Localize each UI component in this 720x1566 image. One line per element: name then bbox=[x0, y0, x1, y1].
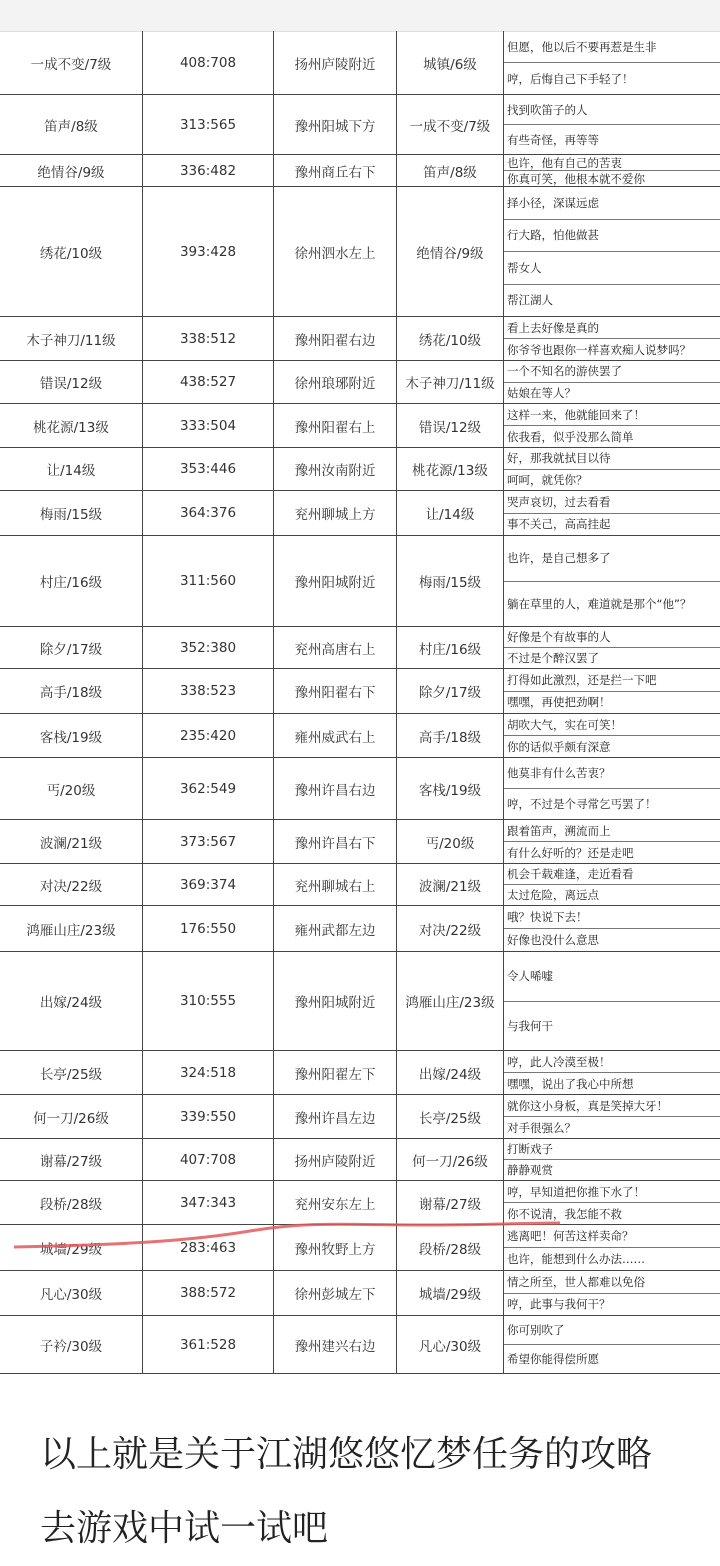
quest-name-cell: 错误/12级 bbox=[0, 361, 143, 403]
table-row bbox=[0, 1271, 720, 1316]
coordinate-cell: 333:504 bbox=[143, 404, 274, 447]
coordinate-cell: 283:463 bbox=[143, 1225, 274, 1270]
dialogue-option: 帮江湖人 bbox=[507, 293, 553, 308]
table-row bbox=[0, 952, 720, 1051]
dialogue-option: 希望你能得偿所愿 bbox=[507, 1352, 599, 1366]
prerequisite-cell: 城镇/6级 bbox=[397, 31, 504, 94]
location-cell: 雍州武都左边 bbox=[274, 906, 397, 951]
dialogue-option: 哭声哀切，过去看看 bbox=[504, 491, 720, 514]
dialogue-option: 机会千载难逢，走近看看 bbox=[504, 864, 720, 885]
dialogue-option: 事不关己，高高挂起 bbox=[507, 517, 611, 532]
location-cell: 豫州商丘右下 bbox=[274, 155, 397, 186]
dialogue-options-cell bbox=[504, 714, 720, 757]
location-cell: 兖州高唐右上 bbox=[274, 627, 397, 668]
dialogue-option: 有些奇怪，再等等 bbox=[507, 132, 599, 147]
location-cell: 徐州琅琊附近 bbox=[274, 361, 397, 403]
dialogue-option: 好像是个有故事的人 bbox=[504, 627, 720, 648]
dialogue-option: 太过危险，离远点 bbox=[507, 888, 599, 902]
coordinate-cell: 361:528 bbox=[143, 1316, 274, 1373]
coordinate-cell: 369:374 bbox=[143, 864, 274, 905]
dialogue-option: 他莫非有什么苦衷？ bbox=[504, 758, 720, 789]
prerequisite-cell: 梅雨/15级 bbox=[397, 536, 504, 626]
prerequisite-cell: 让/14级 bbox=[397, 491, 504, 535]
quest-name-cell: 子衿/30级 bbox=[0, 1316, 143, 1373]
dialogue-options-cell bbox=[504, 317, 720, 360]
dialogue-options-cell bbox=[504, 31, 720, 94]
table-row bbox=[0, 155, 720, 187]
dialogue-option: 躺在草里的人，难道就是那个“他”？ bbox=[507, 596, 692, 611]
prerequisite-cell: 笛声/8级 bbox=[397, 155, 504, 186]
dialogue-options-cell bbox=[504, 155, 720, 186]
table-row bbox=[0, 536, 720, 627]
table-row bbox=[0, 448, 720, 491]
dialogue-option: 但愿，他以后不要再惹是生非 bbox=[504, 31, 720, 63]
dialogue-option: 哦？快说下去！ bbox=[504, 906, 720, 929]
location-cell: 兖州聊城上方 bbox=[274, 491, 397, 535]
quest-name-cell: 桃花源/13级 bbox=[0, 404, 143, 447]
dialogue-option: 跟着笛声，溯流而上 bbox=[504, 820, 720, 842]
table-row bbox=[0, 758, 720, 820]
quest-name-cell: 长亭/25级 bbox=[0, 1051, 143, 1094]
dialogue-option: 看上去好像是真的 bbox=[504, 317, 720, 339]
table-row bbox=[0, 491, 720, 536]
prerequisite-cell: 对决/22级 bbox=[397, 906, 504, 951]
dialogue-option: 静静观赏 bbox=[507, 1163, 553, 1177]
location-cell: 扬州庐陵附近 bbox=[274, 31, 397, 94]
dialogue-option: 呵呵，就凭你？ bbox=[507, 472, 588, 487]
dialogue-options-cell bbox=[504, 1225, 720, 1270]
dialogue-option: 对手很强么？ bbox=[507, 1120, 576, 1135]
dialogue-option: 就你这小身板，真是笑掉大牙！ bbox=[504, 1095, 720, 1117]
coordinate-cell: 176:550 bbox=[143, 906, 274, 951]
location-cell: 雍州威武右上 bbox=[274, 714, 397, 757]
dialogue-option: 不过是个醉汉罢了 bbox=[507, 651, 599, 665]
dialogue-options-cell bbox=[504, 758, 720, 819]
dialogue-option: 打得如此激烈，还是拦一下吧 bbox=[504, 669, 720, 692]
dialogue-option: 令人唏嘘 bbox=[504, 952, 720, 1002]
coordinate-cell: 313:565 bbox=[143, 95, 274, 154]
dialogue-option: 哼，早知道把你推下水了！ bbox=[504, 1181, 720, 1203]
table-row bbox=[0, 95, 720, 155]
prerequisite-cell: 绣花/10级 bbox=[397, 317, 504, 360]
prerequisite-cell: 除夕/17级 bbox=[397, 669, 504, 713]
dialogue-option: 找到吹笛子的人 bbox=[504, 95, 720, 125]
quest-name-cell: 高手/18级 bbox=[0, 669, 143, 713]
dialogue-option: 行大路，怕他做甚 bbox=[504, 220, 720, 253]
table-row bbox=[0, 187, 720, 317]
dialogue-option: 胡吹大气，实在可笑！ bbox=[504, 714, 720, 736]
prerequisite-cell: 一成不变/7级 bbox=[397, 95, 504, 154]
dialogue-option: 你不说清，我怎能不救 bbox=[507, 1206, 622, 1221]
location-cell: 豫州阳城附近 bbox=[274, 952, 397, 1050]
quest-name-cell: 鸿雁山庄/23级 bbox=[0, 906, 143, 951]
coordinate-cell: 311:560 bbox=[143, 536, 274, 626]
location-cell: 豫州阳翟右边 bbox=[274, 317, 397, 360]
dialogue-option: 嘿嘿，说出了我心中所想 bbox=[507, 1076, 634, 1091]
dialogue-option: 依我看，似乎没那么简单 bbox=[507, 429, 634, 444]
location-cell: 豫州许昌右边 bbox=[274, 758, 397, 819]
location-cell: 豫州建兴右边 bbox=[274, 1316, 397, 1373]
quest-name-cell: 村庄/16级 bbox=[0, 536, 143, 626]
table-row bbox=[0, 1095, 720, 1139]
table-row bbox=[0, 669, 720, 714]
table-row bbox=[0, 1139, 720, 1181]
quest-name-cell: 笛声/8级 bbox=[0, 95, 143, 154]
dialogue-options-cell bbox=[504, 906, 720, 951]
coordinate-cell: 336:482 bbox=[143, 155, 274, 186]
dialogue-options-cell bbox=[504, 404, 720, 447]
dialogue-options-cell bbox=[504, 1181, 720, 1224]
dialogue-option: 打断戏子 bbox=[504, 1139, 720, 1160]
quest-name-cell: 谢幕/27级 bbox=[0, 1139, 143, 1180]
dialogue-options-cell bbox=[504, 1051, 720, 1094]
location-cell: 徐州泗水左上 bbox=[274, 187, 397, 316]
dialogue-options-cell bbox=[504, 1316, 720, 1373]
prerequisite-cell: 错误/12级 bbox=[397, 404, 504, 447]
table-row bbox=[0, 31, 720, 95]
dialogue-options-cell bbox=[504, 1095, 720, 1138]
location-cell: 扬州庐陵附近 bbox=[274, 1139, 397, 1180]
prerequisite-cell: 鸿雁山庄/23级 bbox=[397, 952, 504, 1050]
dialogue-options-cell bbox=[504, 361, 720, 403]
quest-name-cell: 让/14级 bbox=[0, 448, 143, 490]
prerequisite-cell: 波澜/21级 bbox=[397, 864, 504, 905]
dialogue-option: 好，那我就拭目以待 bbox=[504, 448, 720, 470]
quest-name-cell: 客栈/19级 bbox=[0, 714, 143, 757]
dialogue-option: 情之所至，世人都难以免俗 bbox=[504, 1271, 720, 1294]
coordinate-cell: 338:523 bbox=[143, 669, 274, 713]
quest-name-cell: 丐/20级 bbox=[0, 758, 143, 819]
location-cell: 豫州阳城下方 bbox=[274, 95, 397, 154]
quest-name-cell: 绣花/10级 bbox=[0, 187, 143, 316]
table-row bbox=[0, 317, 720, 361]
location-cell: 兖州安东左上 bbox=[274, 1181, 397, 1224]
coordinate-cell: 408:708 bbox=[143, 31, 274, 94]
quest-name-cell: 木子神刀/11级 bbox=[0, 317, 143, 360]
quest-name-cell: 出嫁/24级 bbox=[0, 952, 143, 1050]
coordinate-cell: 353:446 bbox=[143, 448, 274, 490]
location-cell: 豫州阳城附近 bbox=[274, 536, 397, 626]
conclusion-line-2: 去游戏中试一试吧 bbox=[40, 1508, 329, 1549]
location-cell: 兖州聊城右上 bbox=[274, 864, 397, 905]
prerequisite-cell: 村庄/16级 bbox=[397, 627, 504, 668]
dialogue-option: 也许，是自己想多了 bbox=[504, 536, 720, 582]
dialogue-option: 择小径，深谋远虑 bbox=[504, 187, 720, 220]
coordinate-cell: 364:376 bbox=[143, 491, 274, 535]
dialogue-options-cell bbox=[504, 448, 720, 490]
location-cell: 徐州彭城左下 bbox=[274, 1271, 397, 1315]
table-row bbox=[0, 1051, 720, 1095]
quest-name-cell: 凡心/30级 bbox=[0, 1271, 143, 1315]
dialogue-option: 一个不知名的游侠罢了 bbox=[504, 361, 720, 383]
quest-name-cell: 城墙/29级 bbox=[0, 1225, 143, 1270]
table-row bbox=[0, 820, 720, 864]
dialogue-option: 嘿嘿，再使把劲啊！ bbox=[507, 695, 611, 710]
dialogue-options-cell bbox=[504, 1139, 720, 1180]
location-cell: 豫州牧野上方 bbox=[274, 1225, 397, 1270]
dialogue-options-cell bbox=[504, 1271, 720, 1315]
dialogue-option: 姑娘在等人？ bbox=[507, 385, 576, 400]
quest-name-cell: 绝情谷/9级 bbox=[0, 155, 143, 186]
dialogue-options-cell bbox=[504, 491, 720, 535]
quest-name-cell: 波澜/21级 bbox=[0, 820, 143, 863]
location-cell: 豫州许昌右下 bbox=[274, 820, 397, 863]
dialogue-option: 哼，不过是个寻常乞丐罢了！ bbox=[507, 797, 657, 811]
coordinate-cell: 352:380 bbox=[143, 627, 274, 668]
dialogue-option: 哼，后悔自己下手轻了！ bbox=[507, 71, 634, 86]
dialogue-option: 逃离吧！何苦这样卖命？ bbox=[504, 1225, 720, 1248]
prerequisite-cell: 谢幕/27级 bbox=[397, 1181, 504, 1224]
coordinate-cell: 438:527 bbox=[143, 361, 274, 403]
prerequisite-cell: 城墙/29级 bbox=[397, 1271, 504, 1315]
quest-name-cell: 梅雨/15级 bbox=[0, 491, 143, 535]
coordinate-cell: 393:428 bbox=[143, 187, 274, 316]
conclusion-line-1: 以上就是关于江湖悠悠忆梦任务的攻略 bbox=[40, 1434, 653, 1475]
dialogue-option: 有什么好听的？还是走吧 bbox=[507, 845, 634, 860]
prerequisite-cell: 何一刀/26级 bbox=[397, 1139, 504, 1180]
dialogue-options-cell bbox=[504, 952, 720, 1050]
prerequisite-cell: 木子神刀/11级 bbox=[397, 361, 504, 403]
prerequisite-cell: 凡心/30级 bbox=[397, 1316, 504, 1373]
coordinate-cell: 347:343 bbox=[143, 1181, 274, 1224]
table-row bbox=[0, 864, 720, 906]
quest-name-cell: 段桥/28级 bbox=[0, 1181, 143, 1224]
coordinate-cell: 235:420 bbox=[143, 714, 274, 757]
dialogue-options-cell bbox=[504, 187, 720, 316]
quest-name-cell: 一成不变/7级 bbox=[0, 31, 143, 94]
table-row bbox=[0, 627, 720, 669]
top-bar bbox=[0, 0, 720, 32]
dialogue-options-cell bbox=[504, 627, 720, 668]
location-cell: 豫州汝南附近 bbox=[274, 448, 397, 490]
table-row bbox=[0, 1225, 720, 1271]
dialogue-options-cell bbox=[504, 820, 720, 863]
dialogue-option: 哼，此事与我何干？ bbox=[507, 1297, 611, 1312]
table-row bbox=[0, 1316, 720, 1374]
prerequisite-cell: 出嫁/24级 bbox=[397, 1051, 504, 1094]
prerequisite-cell: 丐/20级 bbox=[397, 820, 504, 863]
dialogue-option: 你可别吹了 bbox=[504, 1316, 720, 1345]
dialogue-option: 哼，此人冷漠至极！ bbox=[504, 1051, 720, 1073]
prerequisite-cell: 高手/18级 bbox=[397, 714, 504, 757]
dialogue-option: 你真可笑，他根本就不爱你 bbox=[507, 171, 645, 186]
table-row bbox=[0, 906, 720, 952]
dialogue-option: 也许，他有自己的苦衷 bbox=[504, 155, 720, 171]
location-cell: 豫州许昌左边 bbox=[274, 1095, 397, 1138]
coordinate-cell: 373:567 bbox=[143, 820, 274, 863]
location-cell: 豫州阳翟右上 bbox=[274, 404, 397, 447]
quest-name-cell: 对决/22级 bbox=[0, 864, 143, 905]
quest-name-cell: 除夕/17级 bbox=[0, 627, 143, 668]
location-cell: 豫州阳翟右下 bbox=[274, 669, 397, 713]
coordinate-cell: 310:555 bbox=[143, 952, 274, 1050]
coordinate-cell: 362:549 bbox=[143, 758, 274, 819]
prerequisite-cell: 绝情谷/9级 bbox=[397, 187, 504, 316]
table-row bbox=[0, 1181, 720, 1225]
dialogue-option: 这样一来，他就能回来了！ bbox=[504, 404, 720, 426]
dialogue-option: 好像也没什么意思 bbox=[507, 933, 599, 947]
dialogue-option: 你的话似乎颇有深意 bbox=[507, 739, 611, 754]
table-row bbox=[0, 404, 720, 448]
prerequisite-cell: 桃花源/13级 bbox=[397, 448, 504, 490]
dialogue-options-cell bbox=[504, 864, 720, 905]
location-cell: 豫州阳翟左下 bbox=[274, 1051, 397, 1094]
prerequisite-cell: 段桥/28级 bbox=[397, 1225, 504, 1270]
dialogue-options-cell bbox=[504, 536, 720, 626]
dialogue-option: 也许，能想到什么办法…… bbox=[507, 1252, 645, 1266]
coordinate-cell: 338:512 bbox=[143, 317, 274, 360]
quest-name-cell: 何一刀/26级 bbox=[0, 1095, 143, 1138]
table-row bbox=[0, 361, 720, 404]
coordinate-cell: 388:572 bbox=[143, 1271, 274, 1315]
dialogue-options-cell bbox=[504, 669, 720, 713]
prerequisite-cell: 长亭/25级 bbox=[397, 1095, 504, 1138]
coordinate-cell: 407:708 bbox=[143, 1139, 274, 1180]
prerequisite-cell: 客栈/19级 bbox=[397, 758, 504, 819]
quest-table-image bbox=[0, 31, 720, 1374]
article-conclusion bbox=[40, 1418, 720, 1566]
dialogue-option: 你爷爷也跟你一样喜欢痴人说梦吗？ bbox=[507, 342, 691, 357]
coordinate-cell: 339:550 bbox=[143, 1095, 274, 1138]
coordinate-cell: 324:518 bbox=[143, 1051, 274, 1094]
table-row bbox=[0, 714, 720, 758]
dialogue-options-cell bbox=[504, 95, 720, 154]
dialogue-option: 与我何干 bbox=[507, 1018, 553, 1033]
dialogue-option: 帮女人 bbox=[504, 252, 720, 285]
